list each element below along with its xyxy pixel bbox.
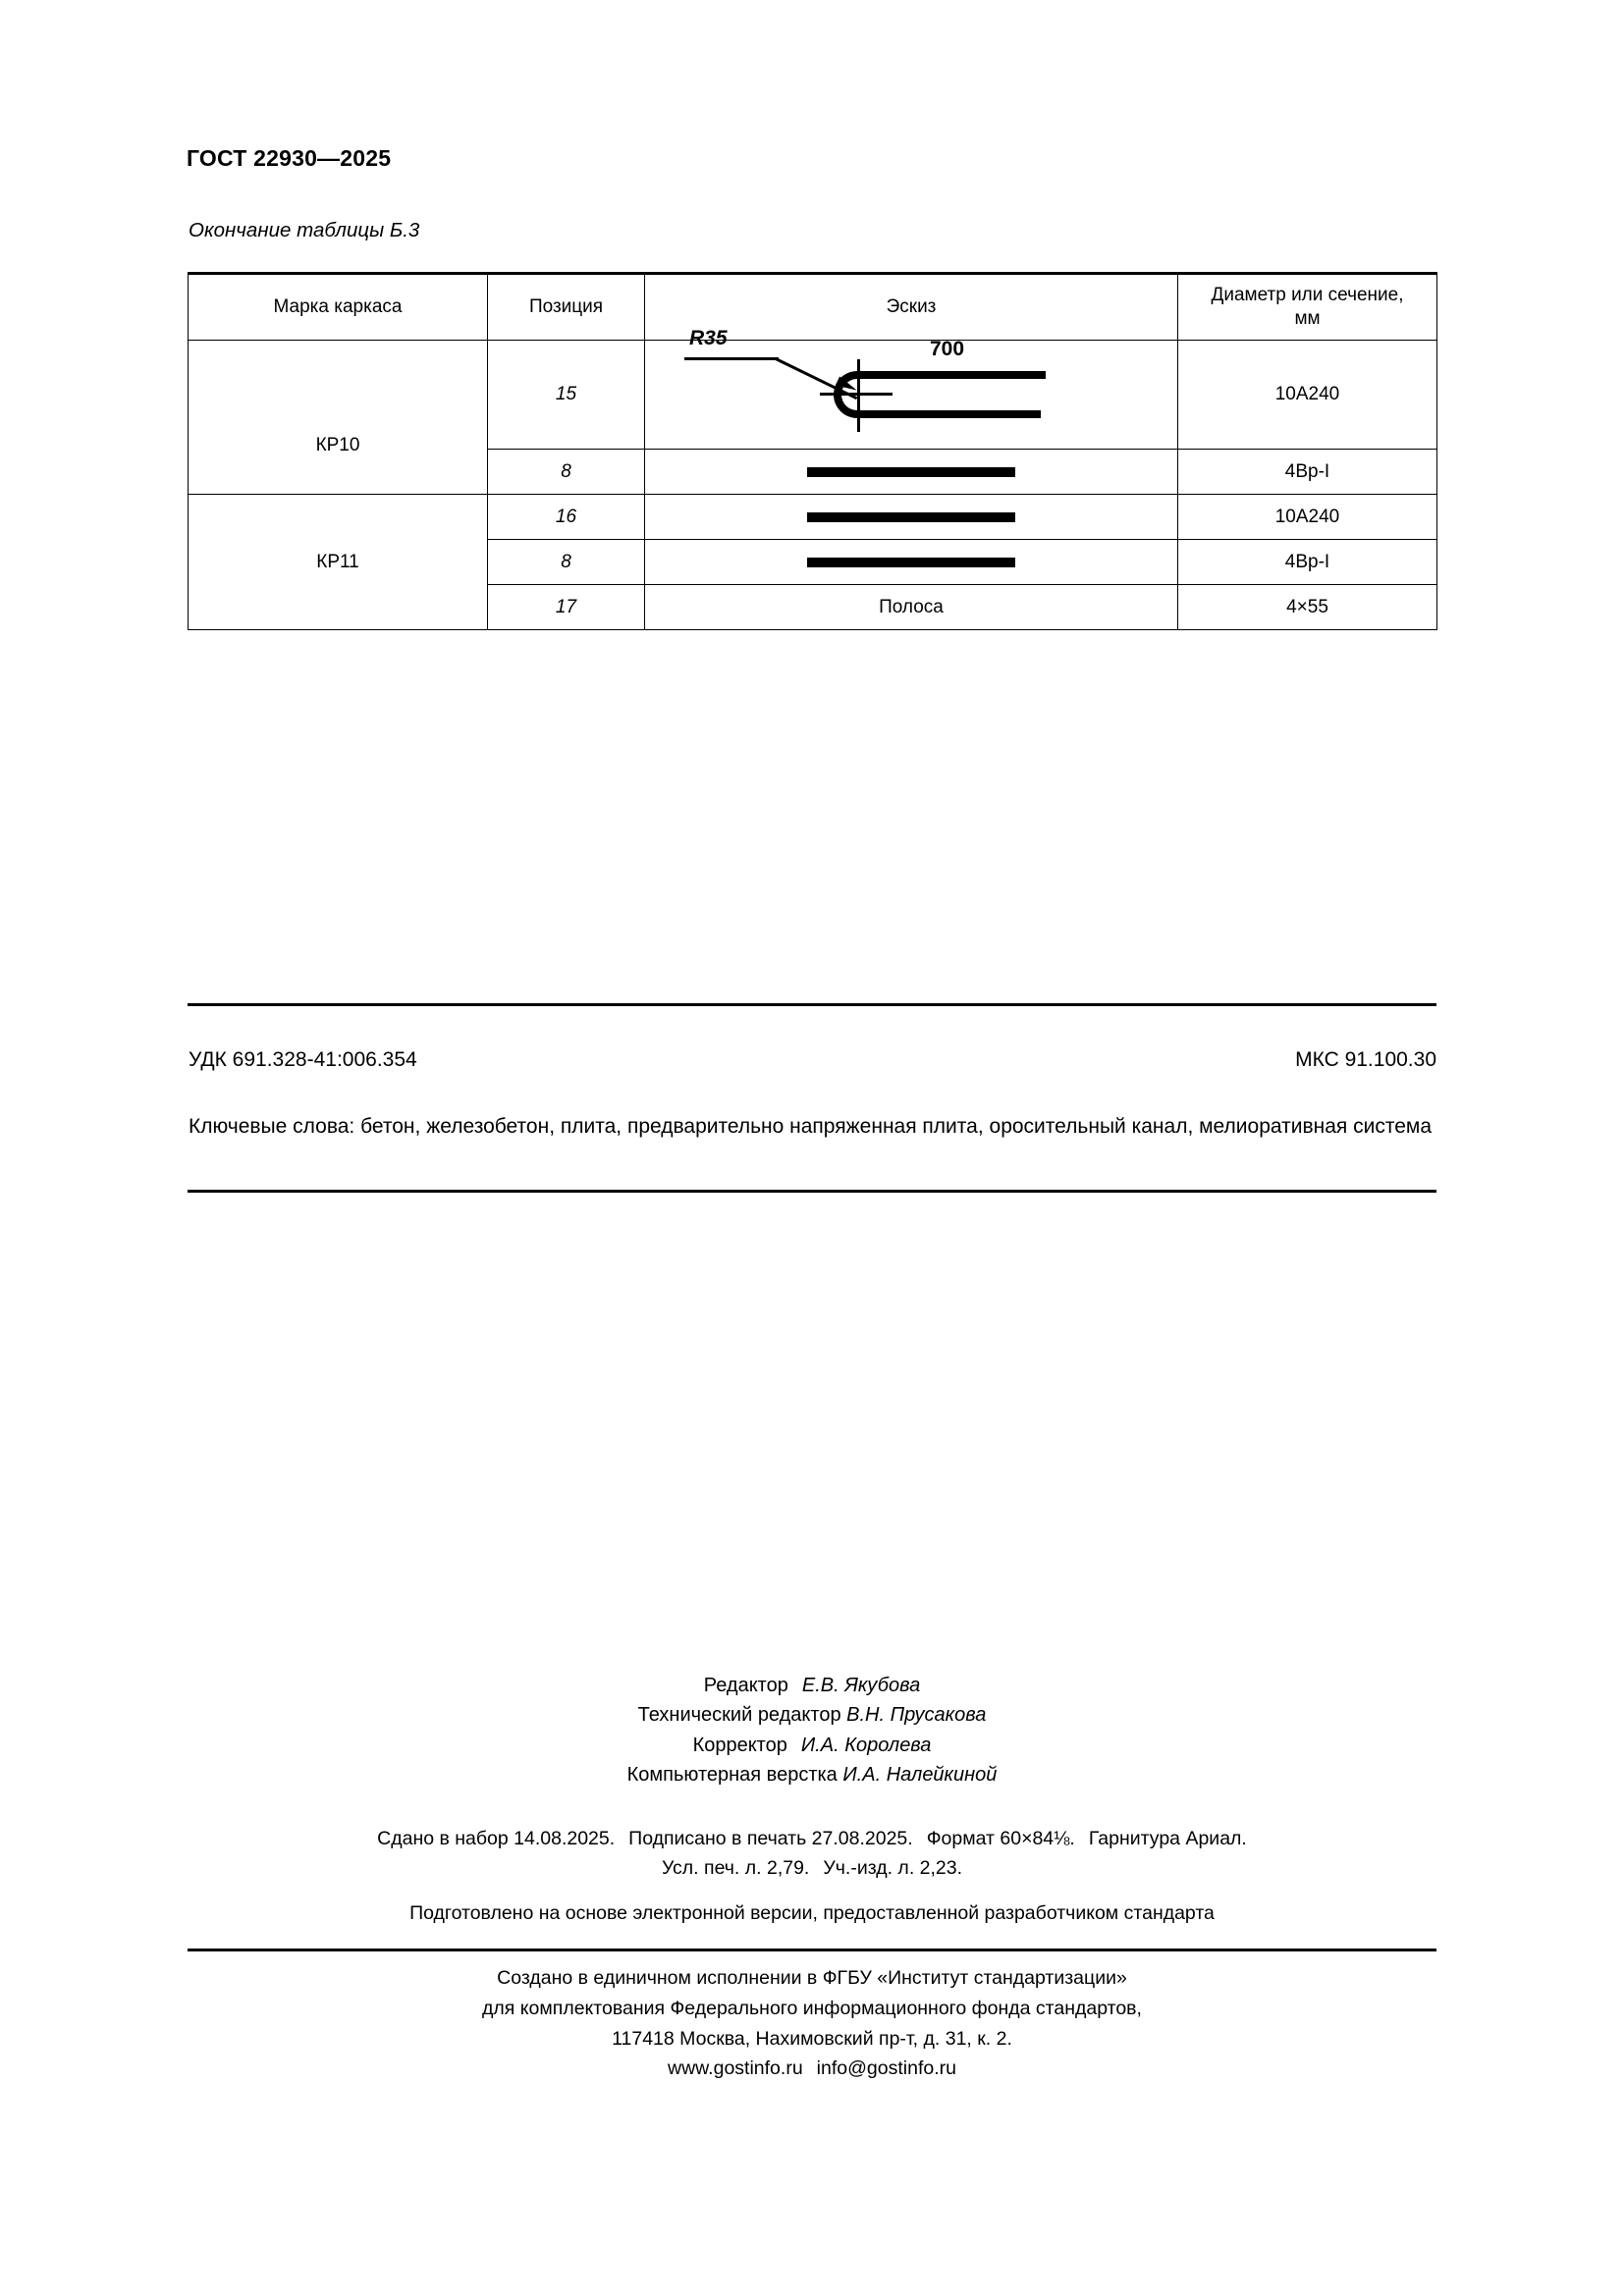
cell-sketch-bar bbox=[645, 450, 1178, 495]
cell-mark-kp11: КР11 bbox=[189, 495, 488, 630]
footer-line-1: Создано в единичном исполнении в ФГБУ «Институт стандартизации» bbox=[497, 1967, 1127, 1989]
table-caption: Окончание таблицы Б.3 bbox=[189, 219, 420, 241]
editorial-credits bbox=[0, 1671, 1624, 1790]
rebar-bar-graphic bbox=[807, 558, 1015, 567]
centre-crosshair-horizontal bbox=[820, 393, 893, 396]
column-header-diameter-line2: мм bbox=[1294, 308, 1321, 329]
credit-line bbox=[0, 1700, 1624, 1730]
column-header-mark: Марка каркаса bbox=[189, 274, 488, 341]
table-row bbox=[189, 495, 1437, 540]
rebar-bar-graphic bbox=[807, 467, 1015, 477]
cell-sketch-bar bbox=[645, 495, 1178, 540]
centre-crosshair-vertical bbox=[857, 359, 860, 432]
cell-diameter: 4Вр-I bbox=[1178, 450, 1437, 495]
cell-sketch-hook bbox=[645, 327, 1178, 450]
credit-line bbox=[0, 1671, 1624, 1700]
column-header-diameter-line1: Диаметр или сечение, bbox=[1211, 285, 1404, 306]
print-info-line-2 bbox=[0, 1853, 1624, 1883]
cell-position: 8 bbox=[488, 540, 645, 585]
divider-above-footer bbox=[188, 1949, 1436, 1951]
rebar-leg-bottom bbox=[856, 410, 1041, 418]
footer-website-link[interactable]: www.gostinfo.ru bbox=[668, 2057, 803, 2080]
credit-role: Компьютерная верстка bbox=[626, 1764, 838, 1787]
standard-header: ГОСТ 22930—2025 bbox=[187, 145, 392, 171]
credit-role: Корректор bbox=[692, 1734, 787, 1756]
credit-name: И.А. Королева bbox=[800, 1734, 932, 1756]
rebar-leg-top bbox=[856, 371, 1046, 379]
leader-line-horizontal bbox=[684, 357, 779, 360]
cell-diameter: 10А240 bbox=[1178, 495, 1437, 540]
print-info-line-1 bbox=[0, 1824, 1624, 1853]
cell-mark-kp10: КР10 bbox=[189, 341, 488, 495]
column-header-diameter bbox=[1178, 274, 1437, 341]
print-signed-date: Подписано в печать 27.08.2025. bbox=[628, 1828, 913, 1849]
credit-line bbox=[0, 1731, 1624, 1760]
cell-position: 17 bbox=[488, 585, 645, 630]
column-header-position: Позиция bbox=[488, 274, 645, 341]
cell-position: 8 bbox=[488, 450, 645, 495]
cell-position: 15 bbox=[488, 341, 645, 450]
print-typeface: Гарнитура Ариал. bbox=[1088, 1828, 1247, 1849]
print-format: Формат 60×84⅛. bbox=[926, 1828, 1075, 1849]
cell-position: 16 bbox=[488, 495, 645, 540]
sketch-label-length: 700 bbox=[930, 338, 965, 360]
credit-role: Технический редактор bbox=[637, 1704, 841, 1727]
print-sheets-conditional: Усл. печ. л. 2,79. bbox=[661, 1857, 810, 1880]
reinforcement-spec-table bbox=[188, 272, 1437, 630]
credit-role: Редактор bbox=[703, 1675, 788, 1696]
keywords-text: Ключевые слова: бетон, железобетон, плита, предварительно напряженная плита, оросительный канал, мелиоративная система bbox=[189, 1115, 1432, 1138]
udk-code: УДК 691.328-41:006.354 bbox=[189, 1048, 417, 1071]
print-sheets-publishing: Уч.-изд. л. 2,23. bbox=[823, 1857, 963, 1880]
mks-code: МКС 91.100.30 bbox=[1295, 1048, 1436, 1071]
divider-above-udk bbox=[188, 1003, 1436, 1006]
print-information bbox=[0, 1824, 1624, 1883]
cell-diameter: 4×55 bbox=[1178, 585, 1437, 630]
footer-line-2: для комплектования Федерального информационного фонда стандартов, bbox=[482, 1997, 1142, 2019]
footer-line-3: 117418 Москва, Нахимовский пр-т, д. 31, к. 2. bbox=[612, 2027, 1012, 2050]
credit-name: В.Н. Прусакова bbox=[846, 1704, 987, 1727]
publisher-footer bbox=[0, 1963, 1624, 2084]
print-typeset-date: Сдано в набор 14.08.2025. bbox=[377, 1828, 616, 1849]
column-header-sketch: Эскиз bbox=[645, 274, 1178, 341]
sketch-label-radius: R35 bbox=[689, 327, 728, 349]
credit-name: И.А. Налейкиной bbox=[842, 1764, 998, 1787]
table-header-row bbox=[189, 274, 1437, 341]
prepared-note: Подготовлено на основе электронной версии, предоставленной разработчиком стандарта bbox=[409, 1902, 1215, 1924]
cell-diameter: 10А240 bbox=[1178, 341, 1437, 450]
divider-below-keywords bbox=[188, 1190, 1436, 1193]
cell-diameter: 4Вр-I bbox=[1178, 540, 1437, 585]
rebar-bar-graphic bbox=[807, 512, 1015, 522]
cell-sketch-bar bbox=[645, 540, 1178, 585]
credit-name: Е.В. Якубова bbox=[801, 1675, 921, 1696]
credit-line bbox=[0, 1760, 1624, 1789]
footer-email-link[interactable]: info@gostinfo.ru bbox=[816, 2057, 956, 2080]
cell-sketch-text: Полоса bbox=[645, 585, 1178, 630]
footer-contacts bbox=[0, 2054, 1624, 2084]
table-row bbox=[189, 341, 1437, 450]
hook-sketch-drawing bbox=[645, 327, 1178, 449]
